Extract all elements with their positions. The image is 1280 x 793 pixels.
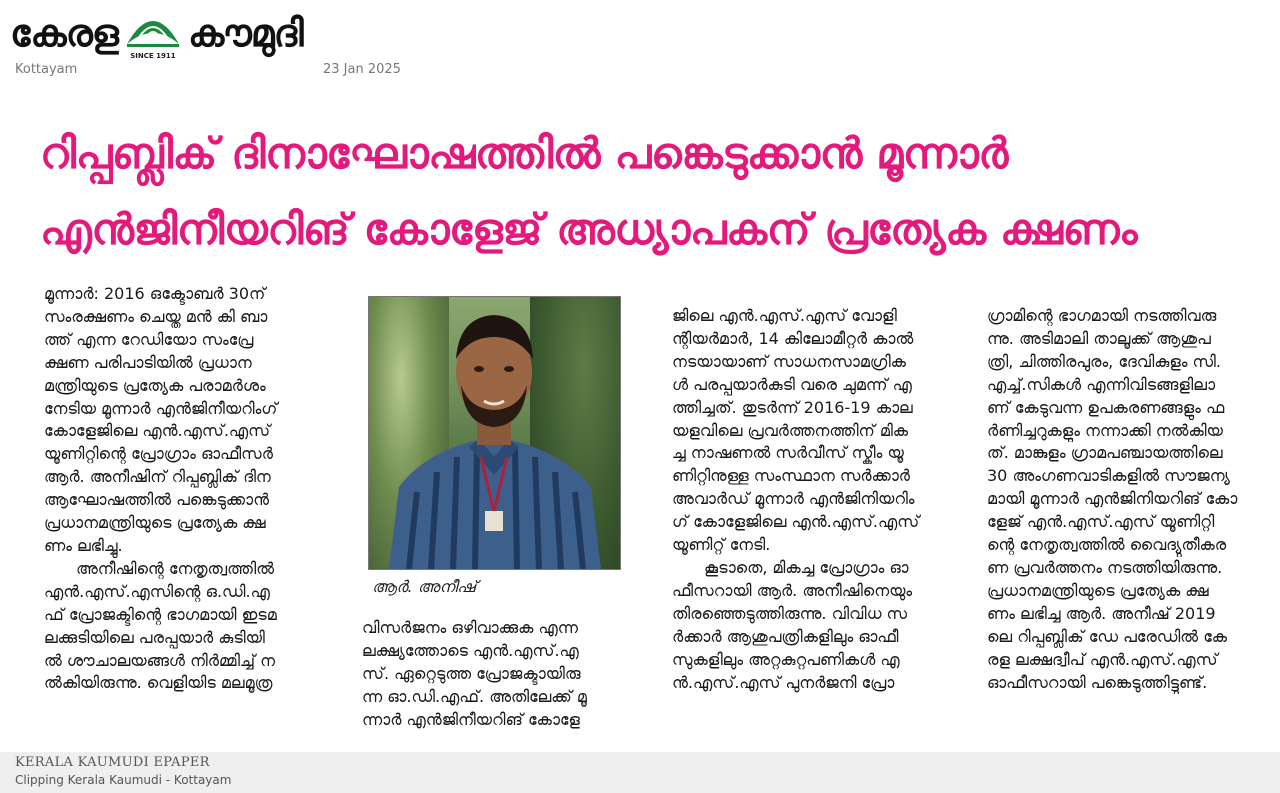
portrait-photo	[368, 296, 621, 570]
text-line: ണിറ്റിനുള്ള സംസ്ഥാന സർക്കാർ	[672, 466, 910, 486]
headline-line-1: റിപ്പബ്ലിക് ദിനാഘോഷത്തിൽ പങ്കെടുക്കാൻ മൂന്നാർ	[40, 129, 1008, 179]
text-line: ർക്കാർ ആശുപത്രികളിലും ഓഫീ	[672, 626, 899, 646]
text-line: ൻ.എസ്.എസ് പുനർജനി പ്രോ	[672, 672, 895, 692]
text-line: അവാർഡ് മൂന്നാർ എൻജിനിയറിം	[672, 489, 915, 509]
text-line: ലക്കുടിയിലെ പരപ്പയാർ കുടിയി	[44, 627, 265, 647]
text-line: ഫ് പ്രോജക്ടിന്റെ ഭാഗമായി ഇടമ	[44, 604, 277, 624]
text-line: ത്ത് എന്ന റേഡിയോ സംപ്രേ	[44, 329, 254, 349]
text-line: എൻ.എസ്.എസിന്റെ ഒ.ഡി.എ	[44, 581, 270, 601]
text-line: ൾ പരപ്പയാർകുടി വരെ ചുമന്ന് എ	[672, 374, 912, 394]
text-line: കൂടാതെ, മികച്ച പ്രോഗ്രാം ഓ	[704, 557, 909, 577]
logo-text-right: കൗമുദി	[187, 11, 303, 55]
text-line: ലെ റിപ്പബ്ലിക് ഡേ പരേഡിൽ കേ	[987, 626, 1228, 646]
footer-subtitle: Clipping Kerala Kaumudi - Kottayam	[15, 773, 232, 787]
logo-emblem-icon	[122, 4, 184, 62]
text-line: ഫീസറായി ആർ. അനീഷിനെയും	[672, 580, 913, 600]
text-line: മൂന്നാർ: 2016 ഒക്ടോബർ 30ന്	[44, 284, 266, 303]
text-line: ന്നാർ എൻജിനീയറിങ് കോളേ	[362, 709, 580, 729]
text-line: ളേജ് എൻ.എസ്.എസ് യൂണിറ്റി	[987, 512, 1215, 532]
text-line: ത്രി, ചിത്തിരപുരം, ദേവികുളം സി.	[987, 351, 1221, 371]
text-line: ജിലെ എൻ.എസ്.എസ് വോളി	[672, 306, 897, 325]
text-line: സംരക്ഷണം ചെയ്ത മൻ കി ബാ	[44, 306, 268, 326]
text-line: നടയായാണ് സാധനസാമഗ്രിക	[672, 351, 906, 371]
text-line: ന്റെ നേതൃത്വത്തിൽ വൈദ്യുതീകര	[987, 535, 1227, 555]
text-line: ർണിച്ചറുകളും നന്നാക്കി നൽകിയ	[987, 420, 1223, 440]
text-line: ച്ച നാഷണൽ സർവീസ് സ്കീം യൂ	[672, 443, 904, 463]
text-line: മന്ത്രിയുടെ പ്രത്യേക പരാമർശം	[44, 375, 266, 395]
text-line: ക്ഷണ പരിപാടിയിൽ പ്രധാന	[44, 352, 252, 372]
text-line: ആർ. അനീഷിന് റിപ്പബ്ലിക് ദിന	[44, 467, 271, 487]
footer-title: KERALA KAUMUDI EPAPER	[15, 755, 210, 770]
article-column-4	[987, 305, 1270, 694]
text-line: ന്നു. അടിമാലി താലൂക്ക് ആശുപ	[987, 328, 1211, 348]
masthead	[0, 0, 1280, 90]
text-line: ണ പ്രവർത്തനം നടത്തിയിരുന്നു.	[987, 557, 1223, 577]
text-line: ന്ന ഓ.ഡി.എഫ്. അതിലേക്ക് മൂ	[362, 686, 587, 706]
article-column-3	[672, 305, 962, 694]
text-line: ൽ ശൗചാലയങ്ങൾ നിർമ്മിച്ച് ന	[44, 650, 275, 670]
newspaper-logo	[10, 4, 303, 62]
text-line: തിരഞ്ഞെടുത്തിരുന്നു. വിവിധ സ	[672, 603, 908, 623]
text-line: ത്. മാങ്കുളം ഗ്രാമപഞ്ചായത്തിലെ	[987, 443, 1223, 463]
text-line: വിസർജനം ഒഴിവാക്കുക എന്ന	[362, 618, 578, 637]
date-label: 23 Jan 2025	[323, 62, 401, 77]
text-line: യളവിലെ പ്രവർത്തനത്തിന് മിക	[672, 420, 909, 440]
text-line: ണം ലഭിച്ചു.	[44, 535, 123, 555]
since-label: SINCE 1911	[130, 52, 176, 60]
text-line: പ്രധാനമന്ത്രിയുടെ പ്രത്യേക ക്ഷ	[44, 513, 266, 533]
text-line: നേടിയ മൂന്നാർ എൻജിനീയറിംഗ്	[44, 398, 278, 418]
text-line: ഓഫീസറായി പങ്കെടുത്തിട്ടുണ്ട്.	[987, 672, 1208, 692]
text-line: അനീഷിന്റെ നേതൃത്വത്തിൽ	[76, 558, 275, 578]
text-line: ണം ലഭിച്ച ആർ. അനീഷ് 2019	[987, 603, 1216, 623]
text-line: ണ് കേടുവന്ന ഉപകരണങ്ങളും ഫ	[987, 397, 1225, 417]
article-column-2	[362, 617, 638, 732]
text-line: കോളേജിലെ എൻ.എസ്.എസ്	[44, 421, 271, 441]
text-line: ഗ് കോളേജിലെ എൻ.എസ്.എസ്	[672, 512, 920, 532]
text-line: 30 അംഗണവാടികളിൽ സൗജന്യ	[987, 466, 1230, 486]
text-line: എച്ച്.സികൾ എന്നിവിടങ്ങളിലാ	[987, 374, 1216, 394]
text-line: യൂണിറ്റിന്റെ പ്രോഗ്രാം ഓഫീസർ	[44, 444, 273, 464]
text-line: ആഘോഷത്തിൽ പങ്കെടുക്കാൻ	[44, 490, 270, 510]
article-column-1	[44, 283, 328, 695]
headline	[40, 116, 1250, 268]
text-line: സ്. ഏറ്റെടുത്ത പ്രോജക്ടായിരു	[362, 663, 581, 683]
photo-caption: ആർ. അനീഷ്	[372, 577, 477, 596]
text-line: ലക്ഷ്യത്തോടെ എൻ.എസ്.എ	[362, 640, 579, 660]
person-figure	[369, 297, 620, 569]
logo-text-left: കേരള	[10, 11, 118, 55]
text-line: സുകളിലും അറ്റകുറ്റപണികൾ എ	[672, 649, 900, 669]
text-line: ഗ്രാമിന്റെ ഭാഗമായി നടത്തിവരു	[987, 306, 1217, 325]
text-line: ത്തിച്ചത്. തുടർന്ന് 2016-19 കാല	[672, 397, 913, 417]
text-line: യൂണിറ്റ് നേടി.	[672, 535, 771, 555]
text-line: ൽകിയിരുന്നു. വെളിയിട മലമൂത്ര	[44, 673, 273, 693]
text-line: മായി മൂന്നാർ എൻജിനിയറിങ് കോ	[987, 489, 1238, 509]
edition-label: Kottayam	[15, 62, 78, 77]
text-line: ന്റിയർമാർ, 14 കിലോമീറ്റർ കാൽ	[672, 328, 914, 348]
text-line: രള ലക്ഷദ്വീപ് എൻ.എസ്.എസ്	[987, 649, 1218, 669]
text-line: പ്രധാനമന്ത്രിയുടെ പ്രത്യേക ക്ഷ	[987, 580, 1209, 600]
headline-line-2: എൻജിനീയറിങ് കോളേജ് അധ്യാപകന് പ്രത്യേക ക്ഷണം	[40, 205, 1137, 255]
